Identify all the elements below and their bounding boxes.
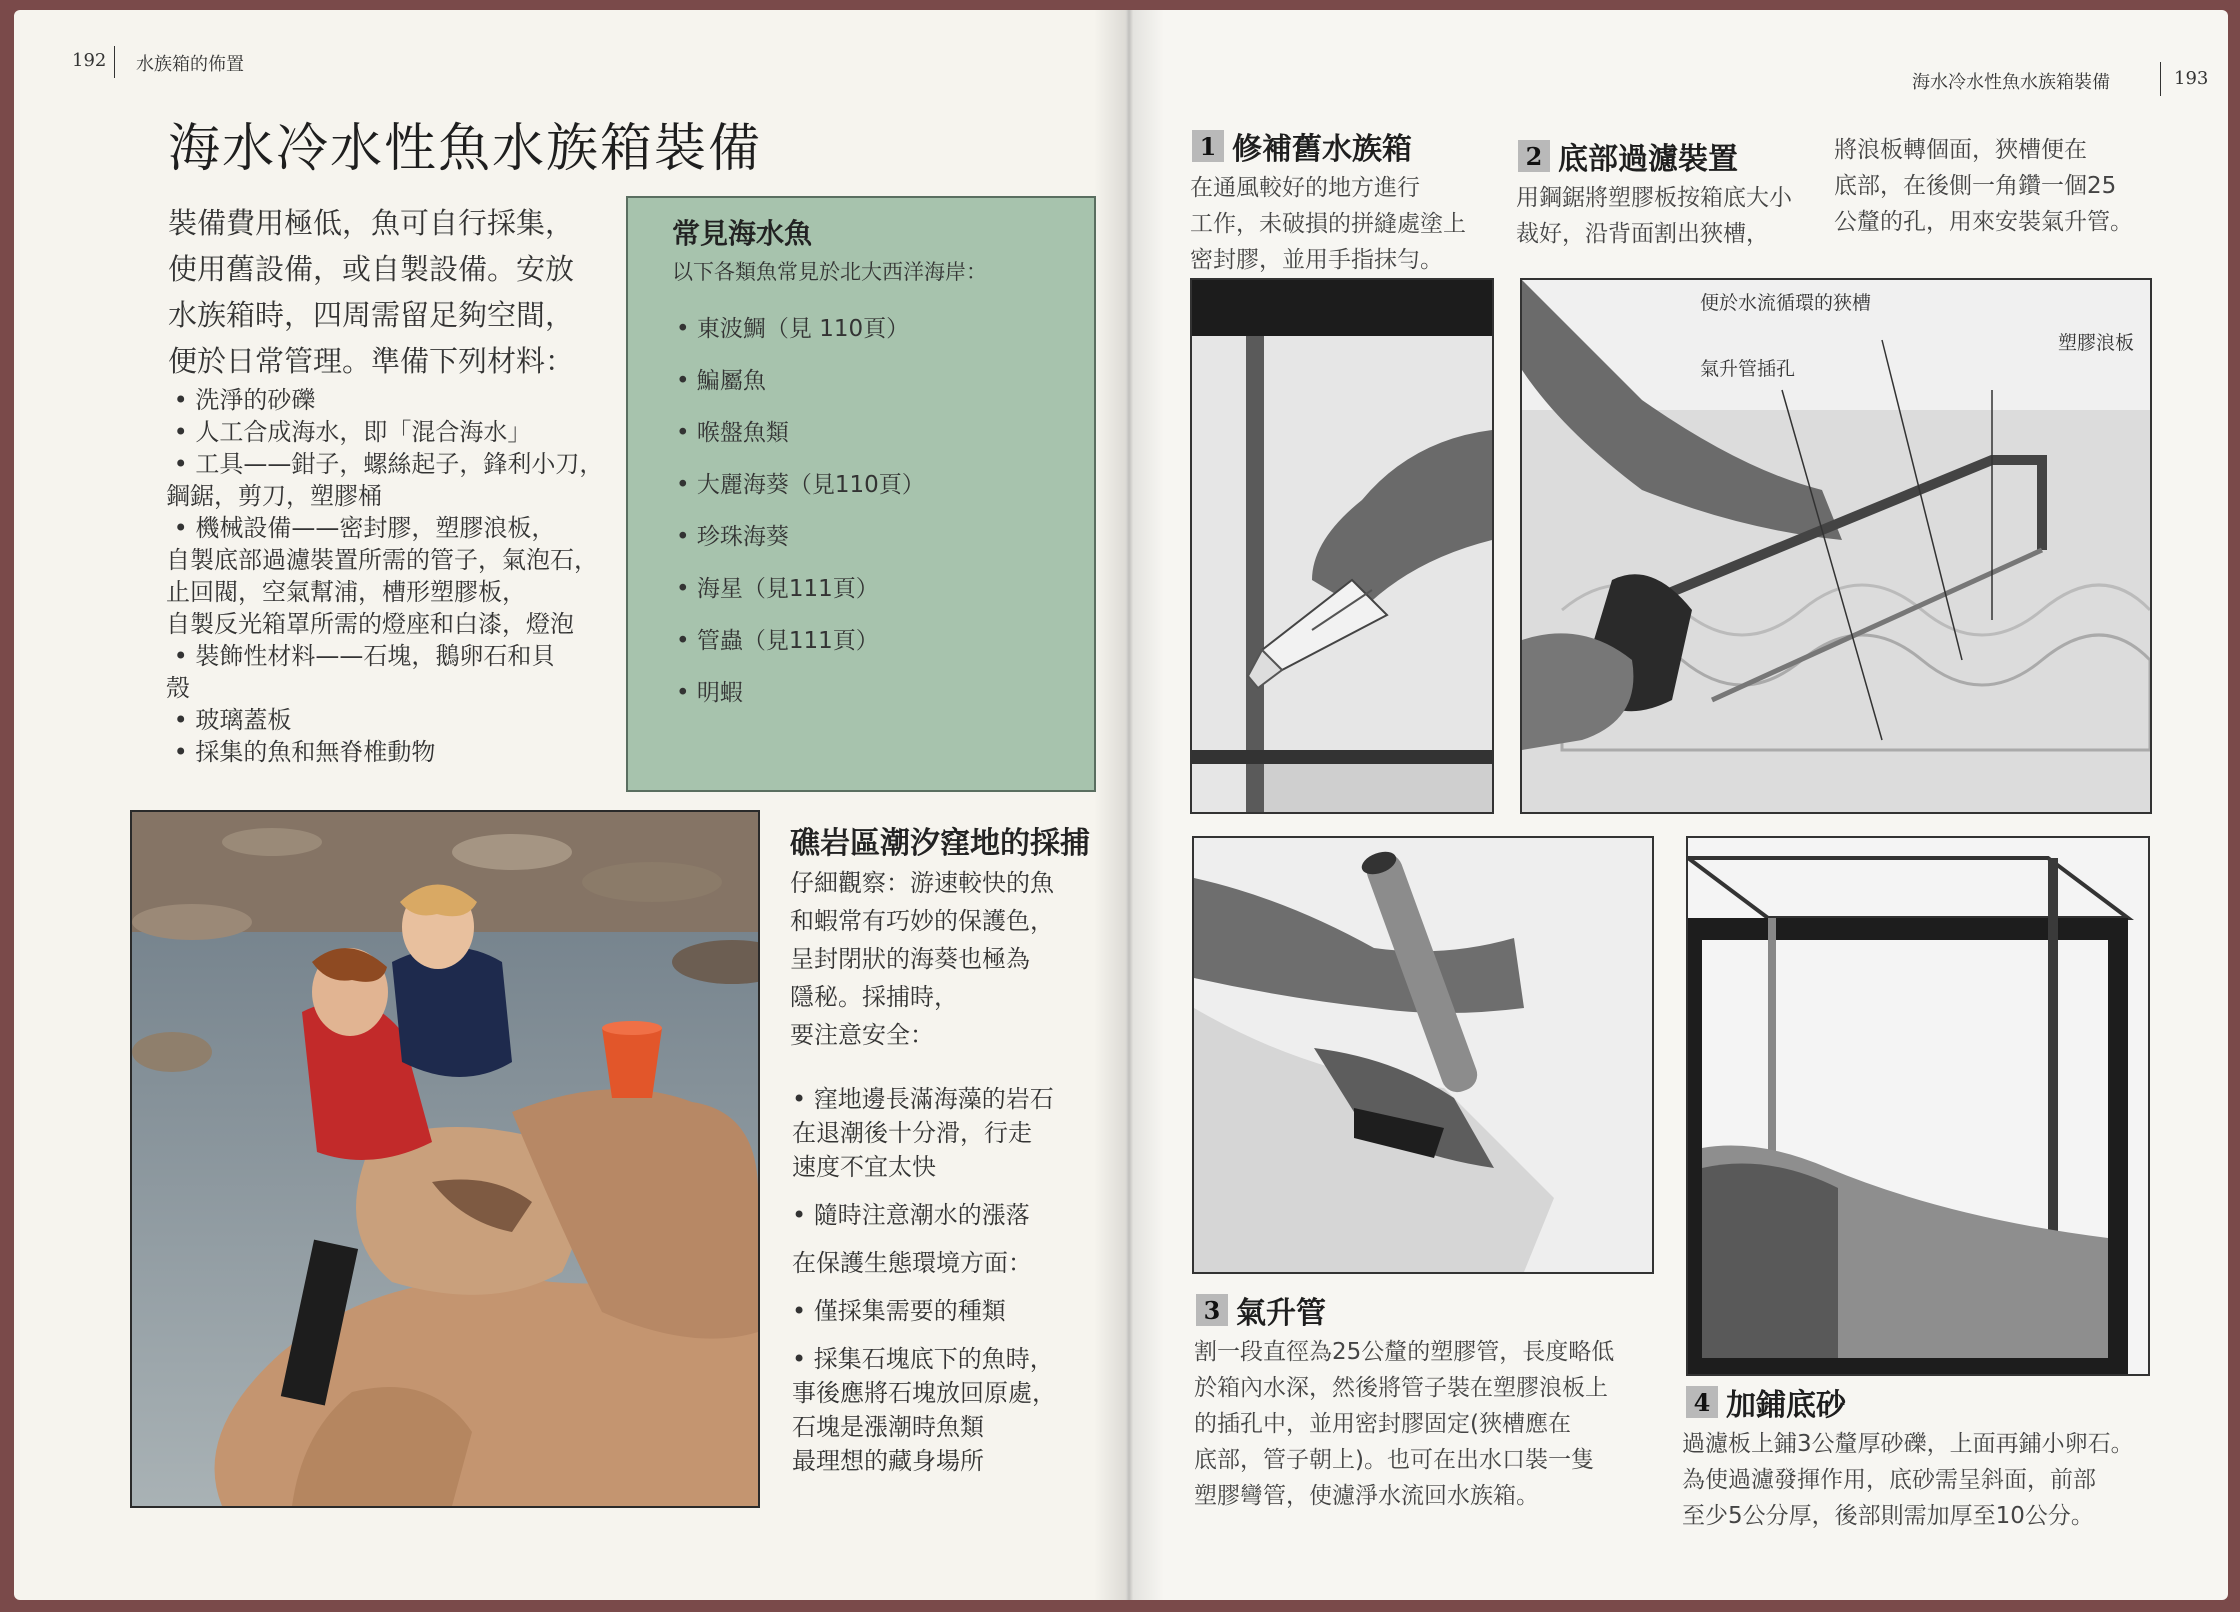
fish-item: • 珍珠海葵 (676, 524, 789, 550)
step-4-heading (1686, 1380, 1846, 1424)
tidepool-bullet: 在退潮後十分滑，行走 (792, 1119, 1032, 1147)
step-2-continued-text (1834, 132, 2164, 240)
tidepool-bullet: 在保護生態環境方面： (792, 1249, 1032, 1277)
step-line: 底部，管子朝上)。也可在出水口裝一隻 (1194, 1447, 1594, 1473)
material-item: • 洗淨的砂礫 (166, 386, 316, 414)
tidepool-bullet: 事後應將石塊放回原處， (792, 1379, 1056, 1407)
step-line: 在通風較好的地方進行 (1190, 175, 1420, 201)
common-fish-box (626, 196, 1096, 792)
tidepool-safety (792, 1082, 1112, 1478)
material-item: • 機械設備——密封膠，塑膠浪板， (166, 514, 556, 542)
step-1-title: 修補舊水族箱 (1232, 132, 1412, 167)
step-line: 公釐的孔，用來安裝氣升管。 (1834, 209, 2133, 235)
right-page (1126, 10, 2228, 1600)
step-line: 裁好，沿背面割出狹槽， (1516, 221, 1769, 247)
tidepool-line: 要注意安全： (790, 1021, 934, 1049)
material-item: • 採集的魚和無脊椎動物 (166, 738, 436, 766)
plastic-sheet-label: 塑膠浪板 (2058, 332, 2135, 354)
fish-item: • 鯿屬魚 (676, 368, 766, 394)
step-line: 於箱內水深，然後將管子裝在塑膠浪板上 (1194, 1375, 1608, 1401)
tidepool-intro (790, 864, 1100, 1054)
left-page (14, 10, 1126, 1600)
fish-item: • 東波鯛（見 110頁） (676, 316, 910, 342)
intro-line: 水族箱時，四周需留足夠空間， (168, 298, 575, 332)
intro-line: 使用舊設備，或自製設備。安放 (168, 252, 575, 286)
step-line: 過濾板上鋪3公釐厚砂礫，上面再鋪小卵石。 (1682, 1431, 2134, 1457)
step-2-title: 底部過濾裝置 (1558, 142, 1738, 177)
spacer (792, 1232, 1112, 1246)
step-4-title: 加鋪底砂 (1726, 1388, 1846, 1423)
tidepool-line: 隱秘。採捕時， (790, 983, 958, 1011)
spacer (792, 1328, 1112, 1342)
header-divider (114, 46, 115, 78)
right-page-number: 193 (2174, 68, 2209, 89)
material-item: 止回閥，空氣幫浦，槽形塑膠板， (166, 578, 526, 606)
fish-item: • 大麗海葵（見110頁） (676, 472, 925, 498)
tidepool-bullet: • 僅採集需要的種類 (792, 1297, 1006, 1325)
step-1-heading (1192, 124, 1412, 168)
gravel-tank-photo-art (1688, 838, 2148, 1374)
materials-list (166, 384, 626, 768)
header-divider (2160, 62, 2161, 96)
fish-item: • 海星（見111頁） (676, 576, 879, 602)
tidepool-line: 仔細觀察：游速較快的魚 (790, 869, 1054, 897)
page-title: 海水冷水性魚水族箱裝備 (168, 119, 763, 179)
step-line: 的插孔中，並用密封膠固定(狹槽應在 (1194, 1411, 1571, 1437)
tidepool-photo-art (132, 812, 758, 1506)
step-line: 將浪板轉個面，狹槽便在 (1834, 137, 2087, 163)
material-item: • 玻璃蓋板 (166, 706, 292, 734)
step-line: 工作，未破損的拼縫處塗上 (1190, 211, 1466, 237)
fish-item: • 喉盤魚類 (676, 420, 789, 446)
step-3-heading (1196, 1288, 1326, 1332)
tidepool-line: 呈封閉狀的海葵也極為 (790, 945, 1030, 973)
fish-box-title: 常見海水魚 (672, 217, 813, 250)
material-item: 自製底部過濾裝置所需的管子，氣泡石， (166, 546, 598, 574)
sawing-photo-art (1522, 280, 2150, 812)
intro-text (168, 200, 588, 384)
step-1-number: 1 (1192, 130, 1224, 162)
tidepool-heading: 礁岩區潮汐窪地的採捕 (790, 826, 1090, 861)
airlift-photo (1192, 836, 1654, 1274)
tidepool-bullet: 速度不宜太快 (792, 1153, 936, 1181)
step-line: 塑膠彎管，使濾淨水流回水族箱。 (1194, 1483, 1539, 1509)
tidepool-line: 和蝦常有巧妙的保護色， (790, 907, 1054, 935)
left-running-head: 水族箱的佈置 (136, 54, 244, 75)
step-line: 割一段直徑為25公釐的塑膠管，長度略低 (1194, 1339, 1615, 1365)
step-1-text (1190, 170, 1520, 278)
tidepool-photo (130, 810, 760, 1508)
step-line: 為使過濾發揮作用，底砂需呈斜面，前部 (1682, 1467, 2096, 1493)
material-item: 自製反光箱罩所需的燈座和白漆，燈泡 (166, 610, 574, 638)
tidepool-bullet: 最理想的藏身場所 (792, 1447, 984, 1475)
airlift-hole-label: 氣升管插孔 (1700, 358, 1796, 380)
sawing-photo (1520, 278, 2152, 814)
intro-line: 便於日常管理。準備下列材料： (168, 344, 575, 378)
step-line: 底部，在後側一角鑽一個25 (1834, 173, 2117, 199)
spacer (792, 1280, 1112, 1294)
spacer (792, 1184, 1112, 1198)
fish-item: • 明蝦 (676, 680, 743, 706)
slot-label: 便於水流循環的狹槽 (1700, 292, 1872, 314)
fish-item: • 管蟲（見111頁） (676, 628, 879, 654)
tidepool-bullet: • 隨時注意潮水的漲落 (792, 1201, 1030, 1229)
material-item: • 裝飾性材料——石塊，鵝卵石和貝 (166, 642, 556, 670)
step-3-title: 氣升管 (1236, 1296, 1326, 1331)
step-2-number: 2 (1518, 140, 1550, 172)
intro-line: 裝備費用極低，魚可自行採集， (168, 206, 575, 240)
step-line: 至少5公分厚，後部則需加厚至10公分。 (1682, 1503, 2094, 1529)
fish-box-subtitle: 以下各類魚常見於北大西洋海岸： (672, 260, 987, 284)
material-item: • 工具——鉗子，螺絲起子，鋒利小刀， (166, 450, 604, 478)
tidepool-bullet: 石塊是漲潮時魚類 (792, 1413, 984, 1441)
step-4-text (1682, 1426, 2152, 1534)
gravel-tank-photo (1686, 836, 2150, 1376)
material-item: • 人工合成海水，即「混合海水」 (166, 418, 532, 446)
step-4-number: 4 (1686, 1386, 1718, 1418)
step-2-text (1516, 180, 1816, 252)
tidepool-bullet: • 採集石塊底下的魚時， (792, 1345, 1054, 1373)
left-page-number: 192 (72, 50, 107, 71)
step-3-number: 3 (1196, 1294, 1228, 1326)
step-2-heading (1518, 134, 1738, 178)
sealing-photo (1190, 278, 1494, 814)
step-line: 用鋼鋸將塑膠板按箱底大小 (1516, 185, 1792, 211)
material-item: 鋼鋸，剪刀，塑膠桶 (166, 482, 382, 510)
right-running-head: 海水冷水性魚水族箱裝備 (1912, 72, 2110, 93)
tidepool-bullet: • 窪地邊長滿海藻的岩石 (792, 1085, 1054, 1113)
material-item: 殼 (166, 674, 190, 702)
step-3-text (1194, 1334, 1674, 1514)
sealing-photo-art (1192, 280, 1492, 812)
book-spread (14, 10, 2228, 1600)
airlift-photo-art (1194, 838, 1652, 1272)
step-line: 密封膠，並用手指抹勻。 (1190, 247, 1443, 273)
